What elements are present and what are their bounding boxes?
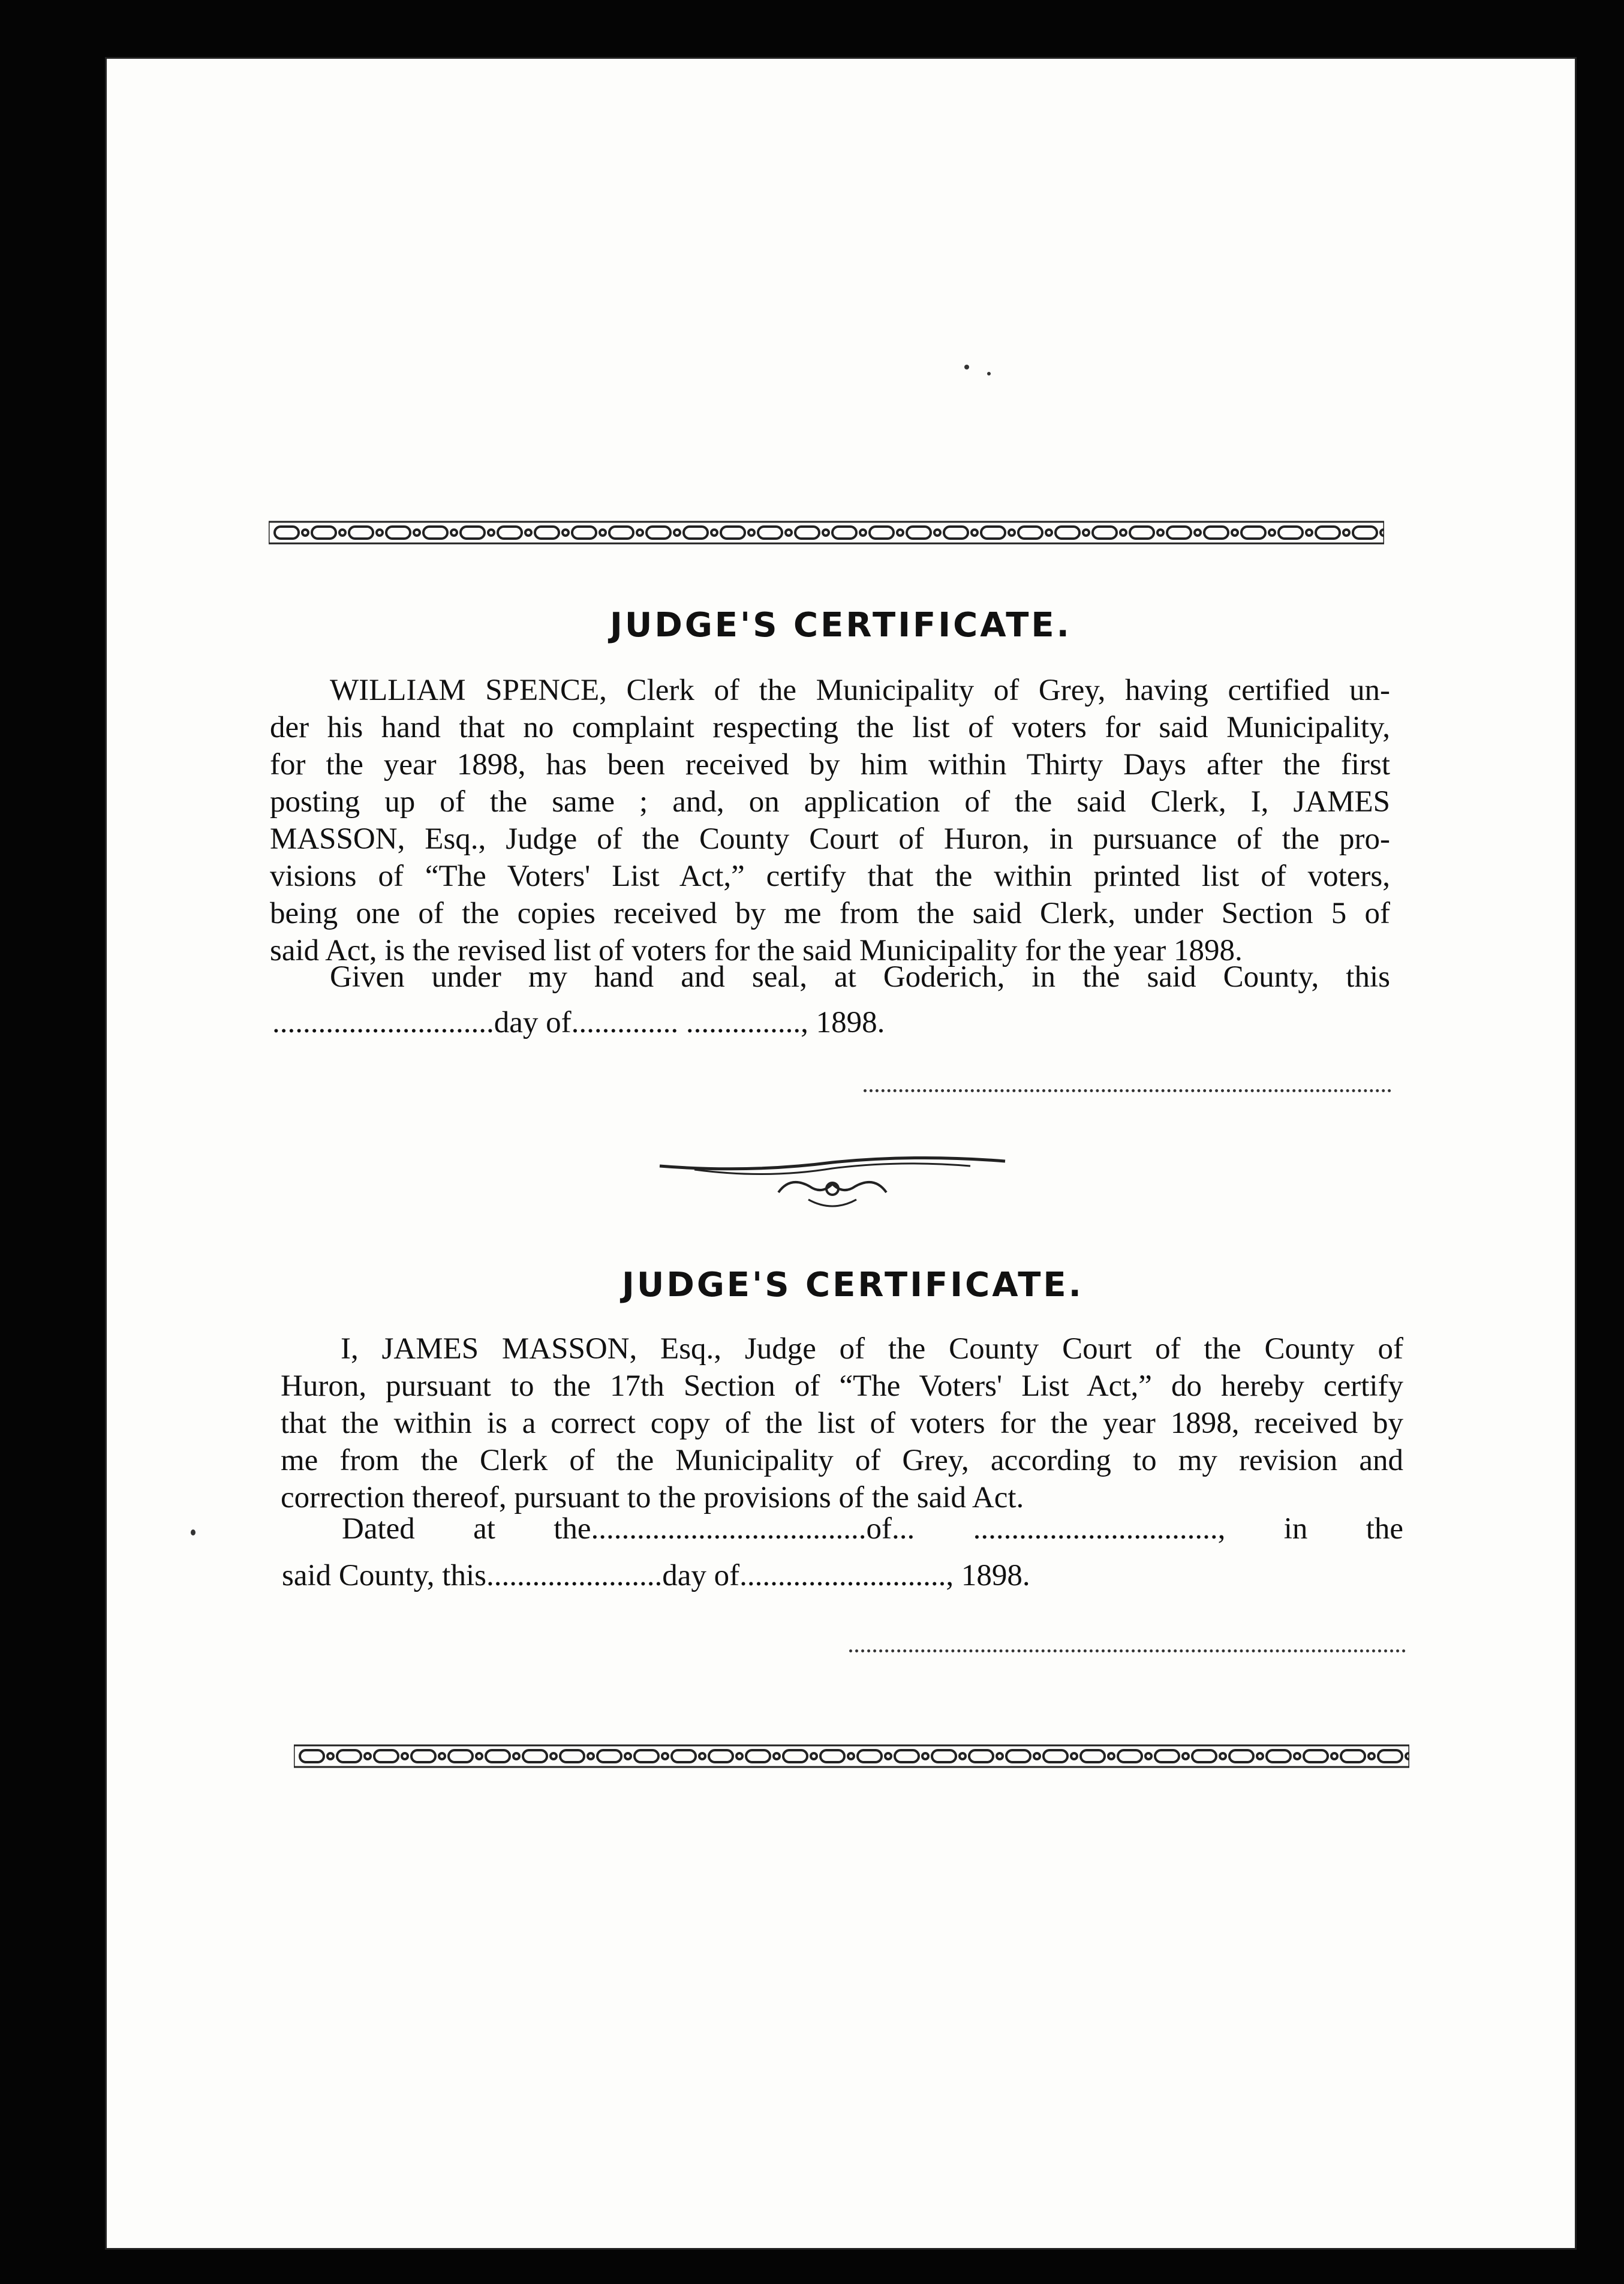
certificate-1-line: der his hand that no complaint respecting the list of voters for said Municipality, [270, 711, 1390, 744]
certificate-2-body [281, 1330, 1403, 1516]
certificate-2-heading: JUDGE'S CERTIFICATE. [622, 1266, 1084, 1305]
certificate-1-signature-line [864, 1089, 1391, 1092]
certificate-1-line: being one of the copies received by me from the said Clerk, under Section 5 of [270, 897, 1390, 930]
certificate-2-county-line: said County, this.......................day of..........................., 1898. [282, 1559, 1030, 1592]
certificate-2-line: that the within is a correct copy of the list of voters for the year 1898, received by [281, 1407, 1403, 1440]
certificate-1-line: posting up of the same ; and, on application of the said Clerk, I, JAMES [270, 785, 1390, 819]
ornamental-border-top [269, 519, 1384, 546]
scan-speck [987, 372, 991, 375]
certificate-2-dated-line: Dated at the....................................of... ................................, in the [342, 1512, 1403, 1546]
certificate-2-signature-line [849, 1649, 1406, 1652]
certificate-1-body [270, 672, 1390, 969]
certificate-1-line: WILLIAM SPENCE, Clerk of the Municipality of Grey, having certified un- [330, 674, 1390, 707]
certificate-1-line: visions of “The Voters' List Act,” certify that the within printed list of voters, [270, 859, 1390, 893]
decorative-flourish [658, 1149, 1006, 1215]
certificate-1-line: for the year 1898, has been received by him within Thirty Days after the first [270, 748, 1390, 782]
certificate-1-given-line: Given under my hand and seal, at Goderich, in the said County, this [330, 960, 1390, 994]
certificate-1-line: MASSON, Esq., Judge of the County Court of Huron, in pursuance of the pro- [270, 822, 1390, 856]
certificate-2-line: Huron, pursuant to the 17th Section of “The Voters' List Act,” do hereby certify [281, 1369, 1403, 1403]
ornamental-border-bottom [294, 1743, 1409, 1769]
certificate-2-line: correction thereof, pursuant to the provisions of the said Act. [281, 1481, 1024, 1514]
certificate-1-heading: JUDGE'S CERTIFICATE. [610, 606, 1072, 645]
paper-sheet [107, 59, 1575, 2248]
certificate-2-line: I, JAMES MASSON, Esq., Judge of the County Court of the County of [341, 1332, 1403, 1366]
certificate-1-line: said Act, is the revised list of voters for the said Municipality for the year 1898. [270, 934, 1243, 967]
certificate-1-date-line: .............................day of.............. ..............., 1898. [272, 1006, 885, 1039]
certificate-2-line: me from the Clerk of the Municipality of Grey, according to my revision and [281, 1444, 1403, 1477]
scan-speck [964, 365, 969, 369]
scan-speck [191, 1529, 196, 1535]
